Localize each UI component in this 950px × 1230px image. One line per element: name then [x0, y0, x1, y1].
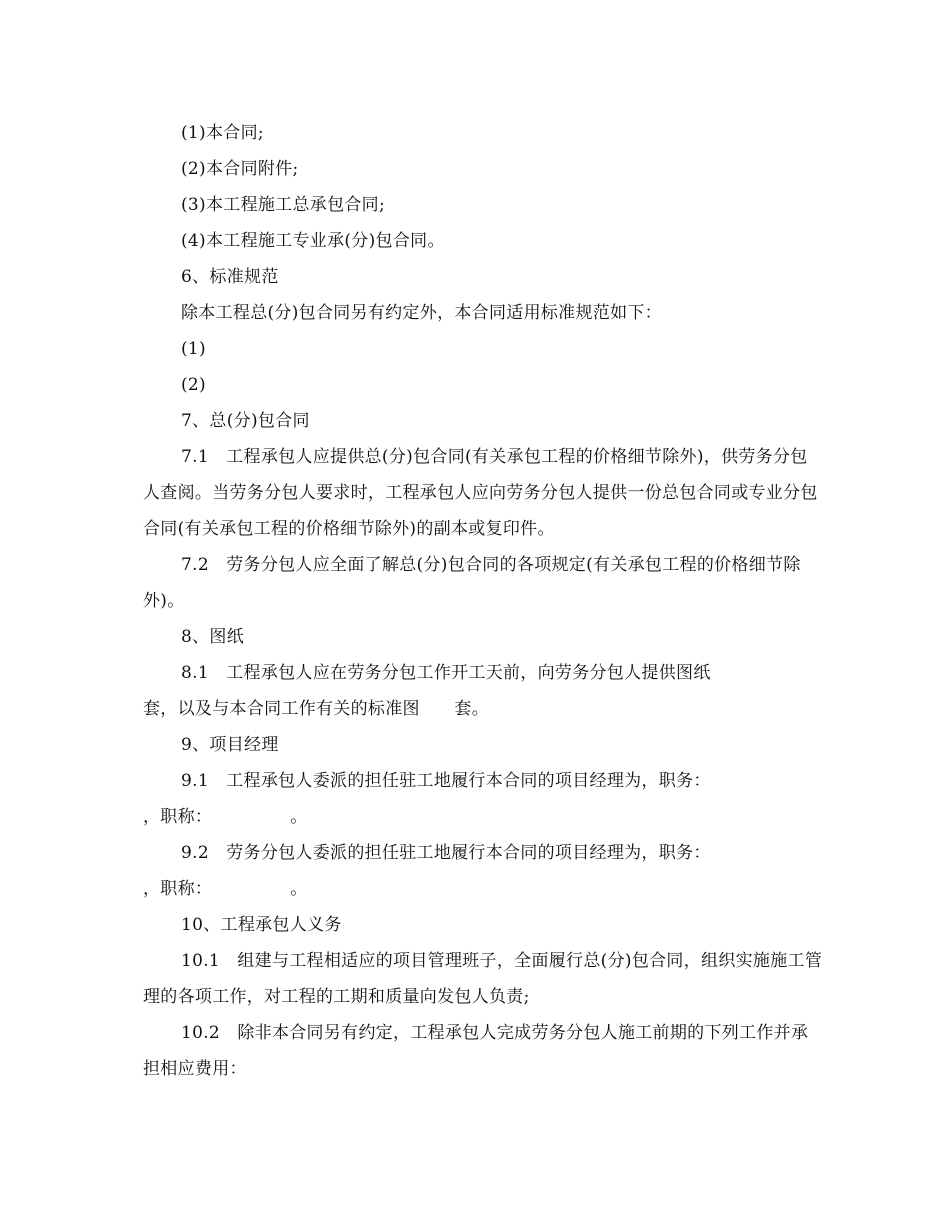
- paragraph: 10.1 组建与工程相适应的项目管理班子，全面履行总(分)包合同，组织实施施工管理的各项工作，对工程的工期和质量向发包人负责;: [143, 951, 823, 1007]
- paragraph-continuation: 套，以及与本合同工作有关的标准图 套。: [143, 699, 489, 719]
- paragraph: (4)本工程施工专业承(分)包合同。: [181, 231, 445, 251]
- section-heading: 7、总(分)包合同: [181, 411, 310, 431]
- section-heading: 6、标准规范: [181, 267, 279, 287]
- section-heading: 8、图纸: [181, 627, 245, 647]
- section-heading: 9、项目经理: [181, 735, 279, 755]
- section-heading: 10、工程承包人义务: [181, 915, 342, 935]
- paragraph: (1)本合同;: [181, 123, 264, 143]
- paragraph: 10.2 除非本合同另有约定，工程承包人完成劳务分包人施工前期的下列工作并承担相应费用：: [143, 1023, 809, 1079]
- paragraph: 除本工程总(分)包合同另有约定外，本合同适用标准规范如下：: [181, 303, 662, 323]
- paragraph: 9.1 工程承包人委派的担任驻工地履行本合同的项目经理为，职务：: [181, 771, 711, 791]
- paragraph: 7.1 工程承包人应提供总(分)包合同(有关承包工程的价格细节除外)，供劳务分包人查阅。当劳务分包人要求时，工程承包人应向劳务分包人提供一份总包合同或专业分包合同(有关承包工程的价格细节除外)的副本或复印件。: [143, 447, 818, 539]
- paragraph: 7.2 劳务分包人应全面了解总(分)包合同的各项规定(有关承包工程的价格细节除外)。: [143, 555, 801, 611]
- paragraph: 9.2 劳务分包人委派的担任驻工地履行本合同的项目经理为，职务：: [181, 843, 711, 863]
- paragraph: (3)本工程施工总承包合同;: [181, 195, 386, 215]
- paragraph: (2)本合同附件;: [181, 159, 299, 179]
- paragraph-continuation: ，职称： 。: [143, 807, 308, 827]
- paragraph: (2): [181, 375, 206, 395]
- paragraph: 8.1 工程承包人应在劳务分包工作开工天前，向劳务分包人提供图纸: [181, 663, 711, 683]
- document-body: [143, 115, 823, 1087]
- paragraph-continuation: ，职称： 。: [143, 879, 308, 899]
- paragraph: (1): [181, 339, 206, 359]
